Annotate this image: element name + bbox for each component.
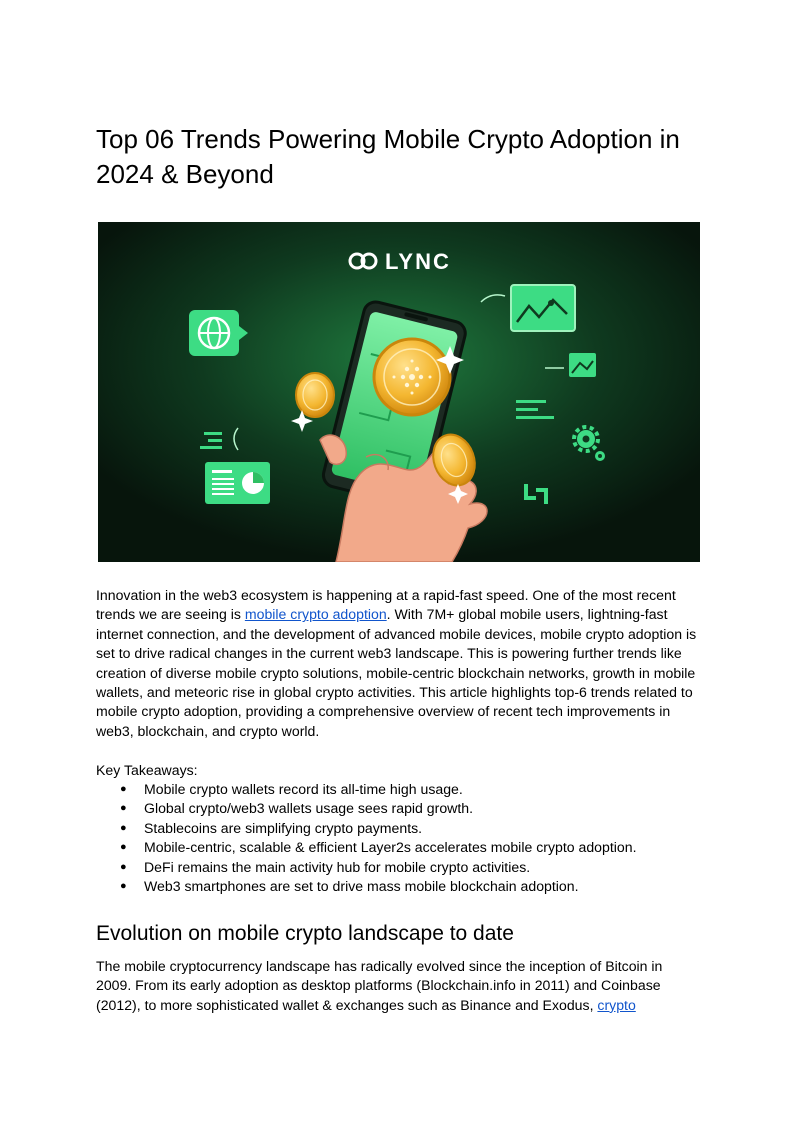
list-item-text: Global crypto/web3 wallets usage sees rapid growth. [144,800,474,817]
intro-text-end: . With 7M+ global mobile users, lightning-fast internet connection, and the development of advanced mobile devices, mobile crypto adoption is set to drive radical changes in the current web3 landscape. This is powering further trends like creation of diverse mobile crypto solutions, mobile-centric blockchain networks, growth in mobile wallets, and meteoric rise in global crypto activities. This article highlights top-6 trends related to mobile crypto adoption, providing a comprehensive overview of recent tech improvements in web3, blockchain, and crypto world. [96,606,697,739]
list-item-text: DeFi remains the main activity hub for mobile crypto activities. [144,858,531,875]
key-takeaways-heading: Key Takeaways: [96,762,198,778]
list-item [96,838,700,857]
intro-text-start: Innovation in the web3 ecosystem is happening at a rapid-fast speed. One of the most recent trends we are seeing is [96,587,676,623]
section-heading: Evolution on mobile crypto landscape to date [96,922,514,945]
section-paragraph [96,957,700,1015]
hero-illustration-svg [98,222,700,562]
hero-illustration [98,222,700,562]
list-item [96,877,700,896]
list-item [96,858,700,877]
intro-paragraph [96,586,700,741]
bullet-icon: ● [120,821,127,834]
bullet-icon: ● [120,783,127,795]
list-item-text: Mobile-centric, scalable & efficient Layer2s accelerates mobile crypto adoption. [144,839,637,856]
key-takeaways-list [96,780,700,896]
brand-name: LYNC [385,249,451,274]
dashboard-card-icon [205,462,270,504]
crypto-link[interactable]: crypto [597,996,636,1013]
bullet-icon: ● [120,802,127,815]
list-item-text: Stablecoins are simplifying crypto payments. [144,819,423,836]
list-item [96,799,700,818]
mobile-crypto-adoption-link[interactable]: mobile crypto adoption [244,606,387,623]
list-item [96,819,700,838]
bullet-icon: ● [120,860,127,873]
list-item [96,780,700,799]
list-item-text: Mobile crypto wallets record its all-time high usage. [144,781,463,797]
article-title: Top 06 Trends Powering Mobile Crypto Adoption in 2024 & Beyond [96,124,680,189]
bullet-icon: ● [120,841,127,854]
section-text: The mobile cryptocurrency landscape has radically evolved since the inception of Bitcoin in 2009. From its early adoption as desktop platforms (Blockchain.info in 2011) and Coinbase (2012), to more sophisticated wallet & exchanges such as Binance and Exodus, [96,958,663,1013]
bullet-icon: ● [120,880,127,893]
list-item-text: Web3 smartphones are set to drive mass mobile blockchain adoption. [144,878,579,895]
